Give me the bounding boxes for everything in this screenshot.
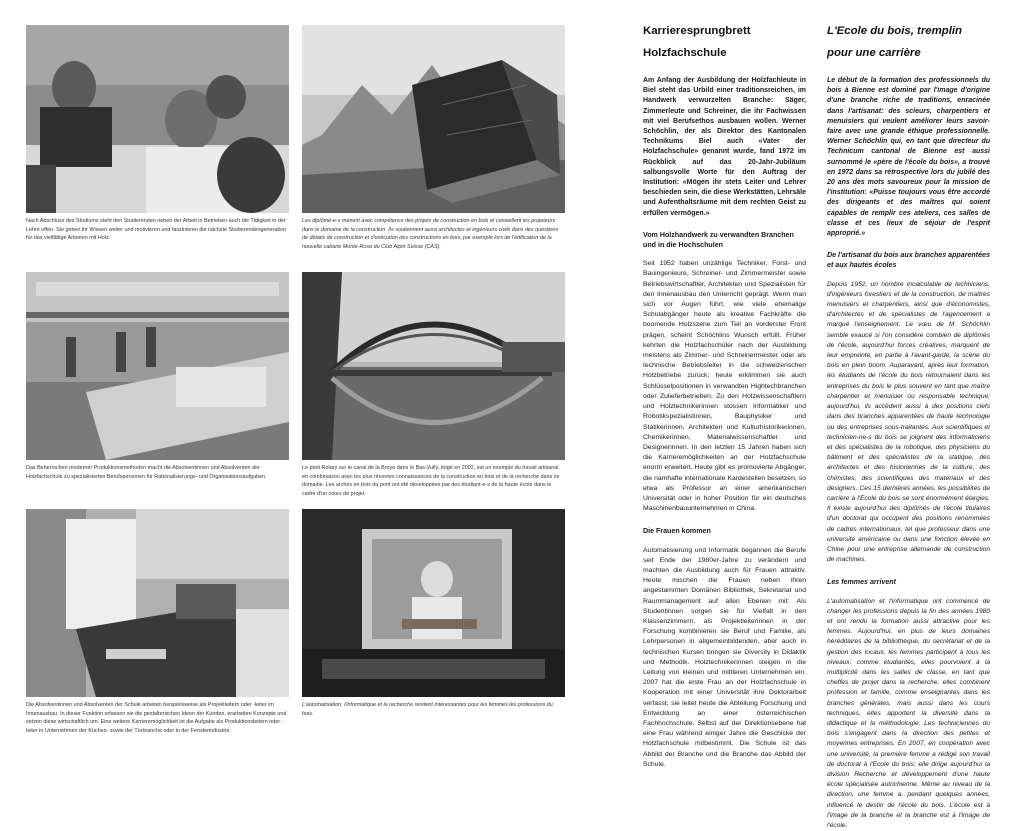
- subheading: De l'artisanat du bois aux branches apparentées et aux hautes écoles: [827, 251, 990, 270]
- article-column-german: [643, 20, 806, 768]
- article-column-french: [827, 20, 990, 830]
- photo-production-hall: [26, 272, 289, 460]
- body-paragraph: Seit 1952 haben unzählige Techniker, Forst- und Bauingenieure, Schreiner- und Zimmermeister sowie Betriebswirtschaftler, Architekten und Spezialisten für den Innenausbau den Unterricht geprägt. Wenn man sich vor Augen führt, wie viele ehemalige Schulabgänger heute als kreative Fachkräfte die boomende Holzszene zum Teil an vorderster Front prägen, scheint Schöchlins Wunsch erfüllt. Früher kehrten die Holzfachschüler nach der Ausbildung meistens als Zimmer- und Schreinermeister oder als technische Betriebsleiter in die schweizerischen Holzbetriebe zurück; heute erklimmen sie auch Schlüsselpositionen in verwandten Hightechbranchen oder Zulieferbetrieben. Zu den Holzwissenschaftlern und Holztechnikerinnen stossen Informatiker und Robotikspezialistinnen, Bauphysiker und Statikerinnen, Architekten und Kulturhistorikerinnen, Chemikerinnen, Materialwissenschaftler und Designerinnen. In den letzten 15 Jahren haben sich die Karrieremöglichkeiten an der Holzfachschule enorm erweitert. Heute gibt es promovierte Abgänger, die namhafte internationale Kardestellen besetzen, so etwa als Professor an einer amerikanischen Universität oder in hoher Position für ein deutsches Maschinenbauunternehmen in China.: [643, 260, 806, 513]
- lead-paragraph: Am Anfang der Ausbildung der Holzfachleute in Biel steht das Urbild einer traditionsreichen, im Handwerk verwurzelten Branche: Säger, Zimmerleute und Schreiner, die ihr Fachwissen mit viel Berufsethos ausbauen wollen. Werner Schöchlin, der als Direktor des Kantonalen Technikums Biel auch «Vater der Holzfachschule» genannt wurde, fand 1972 im Rückblick auf das 20-Jahr-Jubiläum salbungsvolle Worte für den Auftrag der Institution: «Mögen ihr stets Leiter und Lehrer beschieden sein, die diese Werkstätten, Lehrsäle und Aufenthaltsräume mit dem rechten Geist zu erfüllen vermögen.»: [643, 77, 806, 217]
- body-paragraph: L'automatisation et l'informatique ont commencé de changer les professions depuis la fin des années 1980 et ont rendu la formation aussi attractive pour les femmes. Aujourd'hui, en plus de leurs domaines héréditaires de la bibliothèque, du secrétariat et de la gestion des locaux, les femmes participent à tous les niveaux: comme étudiantes, elles pourvoient à la multiplicité dans les salles de classe, en tant que cheffes de projet dans la recherche, elles combinent profession et famille, comme enseignantes dans les branches générales, mais aussi dans les cours techniques, elles apportent la diversité dans la didactique et la méthodologie. Les techniciennes du bois s'engagent dans la direction des petites et moyennes entreprises. En 2007, en coopération avec une université, la première femme a rédigé son travail de doctorat à l'Ecole du bois; elle dirige aujourd'hui la division Recherche et développement d'une haute école spécialisée autrichienne. Même au niveau de la direction, une femme a, pendant quelques années, influencé le destin de l'école du bois. L'école est à l'image de la branche et la branche est à l'image de l'école.: [827, 597, 990, 830]
- body-paragraph: Automatisierung und Informatik begannen die Berufe seit Ende der 1980er-Jahre zu verändern und machten die Ausbildung auch für Frauen attraktiv. Heute mischen die Frauen neben ihren angestammten Domänen Bibliothek, Sekretariat und Raummanagement auf allen Ebenen mit: Als Studentinnen sorgen sie für Vielfalt in den Klassenzimmern, als Projektleiterinnen in der Forschung kombinieren sie Beruf und Familie, als Lehrpersonen in allgemeinbildenden, aber auch in technischen Kursen bringen sie Diversity in Didaktik und Methodik. Holztechnikerinnen steigen in die Leitung von kleinen und mittleren Unternehmen ein. 2007 hat die erste Frau an der Holzfachschule in Kooperation mit einer Universität ihre Doktorarbeit verfasst; sie leitet heute die Abteilung Forschung und Entwicklung an einer österreichischen Fachhochschule. Selbst auf der Direktionsebene hat eine Frau während einiger Jahre die Geschicke der Holzfachschule mitbestimmt. Die Schule ist das Abbild der Branche und die Branche das Abbild der Schule.: [643, 546, 806, 768]
- article-title-french: [827, 20, 990, 64]
- caption-interior: Die Absolventinnen und Absolventen der Schule arbeiten beispielsweise als Projektleitern oder -leiter im Innenausbau. In dieser Funktion erfassen sie die gestalterischen Ideen der Kunden, erarbeiten Konzepte und setzen diese wirtschaftlich um. Eine weitere Karrieremöglichkeit ist die Aufgabe als Produktionsleitern oder -leiter in Unternehmen der Küchen- sowie der Türbranche oder in der Fensterindustrie.: [26, 702, 287, 734]
- caption-woman: L'automatisation, l'informatique et la recherche rendent intéressantes pour les femmes les professions du bois.: [302, 702, 553, 717]
- title-line-2: Holzfachschule: [643, 47, 727, 59]
- article-title-german: [643, 20, 806, 64]
- subheading: Les femmes arrivent: [827, 578, 897, 587]
- caption-bridge: Le pont Rotary sur le canal de la Broye dans le Bas-Vully, érigé en 2002, est un exemple du travail artisanal en combinaison avec les plus récentes connaissances de la construction en bois et de la recherche dans ce domaine. Les arches en bois du pont ont été développées par des étudiant-e-s de la haute école dans le cadre d'un cours de projet.: [302, 465, 560, 497]
- caption-production: Das Beherrschen moderner Produktionsmethoden macht die Absolventinnen und Absolventen der Holzfachschule zu spezialisierten Berufspersonen für Rationalisierungs- und Organisationsaufgaben.: [26, 465, 267, 480]
- caption-monte-rosa: Les diplômé-e-s mènent avec compétence des projets de construction en bois et conseillent les projeteurs dans le domaine de la construction. Ils soutiennent aussi architectes et ingénieurs civils dans des questions de détails de construction et d'exécution des constructions en bois, par exemple lors de l'édification de la nouvelle cabane Monte-Rosa du Club Alpin Suisse (CAS).: [302, 218, 559, 250]
- lead-paragraph: Le début de la formation des professionnels du bois à Bienne est dominé par l'image d'origine d'une branche riche de traditions, enracinée dans l'artisanat: des scieurs, charpentiers et menuisiers qui veulent améliorer leurs savoir-faire avec une grande éthique professionnelle. Werner Schöchlin qui, en tant que directeur du Technicum cantonal de Bienne est aussi surnommé le «père de l'école du bois», a trouvé en 1972 dans sa rétrospective lors du jubilé des 20 ans des mots savoureux pour la mission de l'institution: «Puisse toujours vous être accordé des dirigeants et des maîtres qui soient capables de remplir ces ateliers, ces salles de classe et ces lieux de séjour de l'esprit approprié.»: [827, 77, 990, 238]
- title-line-1: Karrieresprungbrett: [643, 25, 751, 37]
- photo-monte-rosa-hut: [302, 25, 565, 213]
- photo-interior-kitchen: [26, 509, 289, 697]
- photo-students-classroom: [26, 25, 289, 213]
- photo-rotary-bridge: [302, 272, 565, 460]
- body-paragraph: Depuis 1952, un nombre incalculable de techniciens, d'ingénieurs forestiers et de la construction, de maîtres menuisiers et charpentiers, ainsi que d'économistes, d'architectes et de spécialistes de l'agencement a marqué l'enseignement. Le vœu de M. Schöchlin semble exaucé si l'on considère combien de diplômés de l'école, aujourd'hui forces créatives, marquent de leur empreinte, en partie à l'avant-garde, la scène du bois en plein boom. Auparavant, après leur formation, les étudiants de l'école du bois retournaient dans les entreprises du bois le plus souvent en tant que maître charpentier et menuisier ou responsable technique; aujourd'hui, ils accèdent aussi à des positions clefs dans des branches apparentées de haute technologie ou des entreprises sous-traitantes. Aux scientifiques et technicien-ne-s du bois se joignent des informaticiens et des spécialistes de la robotique, des physiciens du bâtiment et des spécialistes de la statique, des architectes et des historiennes de la culture, des chimistes, des scientifiques des matériaux et des designers. Ces 15 dernières années, les possibilités de carrière à l'Ecole du bois se sont énormément élargies. Il existe aujourd'hui des diplômés de l'école titulaires d'un doctorat qui occupent des positions renommées de cadres internationaux, tel que professeur dans une université américaine ou dans une fonction élevée en Chine pour une entreprise allemande de construction de machines.: [827, 280, 990, 564]
- title-line-2: pour une carrière: [827, 47, 921, 59]
- photo-woman-workshop: [302, 509, 565, 697]
- caption-students: Nach Abschluss des Studiums steht den Studierenden neben der Arbeit in Betrieben auch die Tätigkeit in der Lehre offen. Sie geben ihr Wissen weiter und motivieren und faszinieren die nächste Studierendengeneration für das vielfältige Arbeiten mit Holz.: [26, 218, 287, 242]
- subheading: Die Frauen kommen: [643, 527, 711, 536]
- title-line-1: L'Ecole du bois, tremplin: [827, 25, 962, 37]
- subheading: Vom Holzhandwerk zu verwandten Branchen und in die Hochschulen: [643, 230, 794, 250]
